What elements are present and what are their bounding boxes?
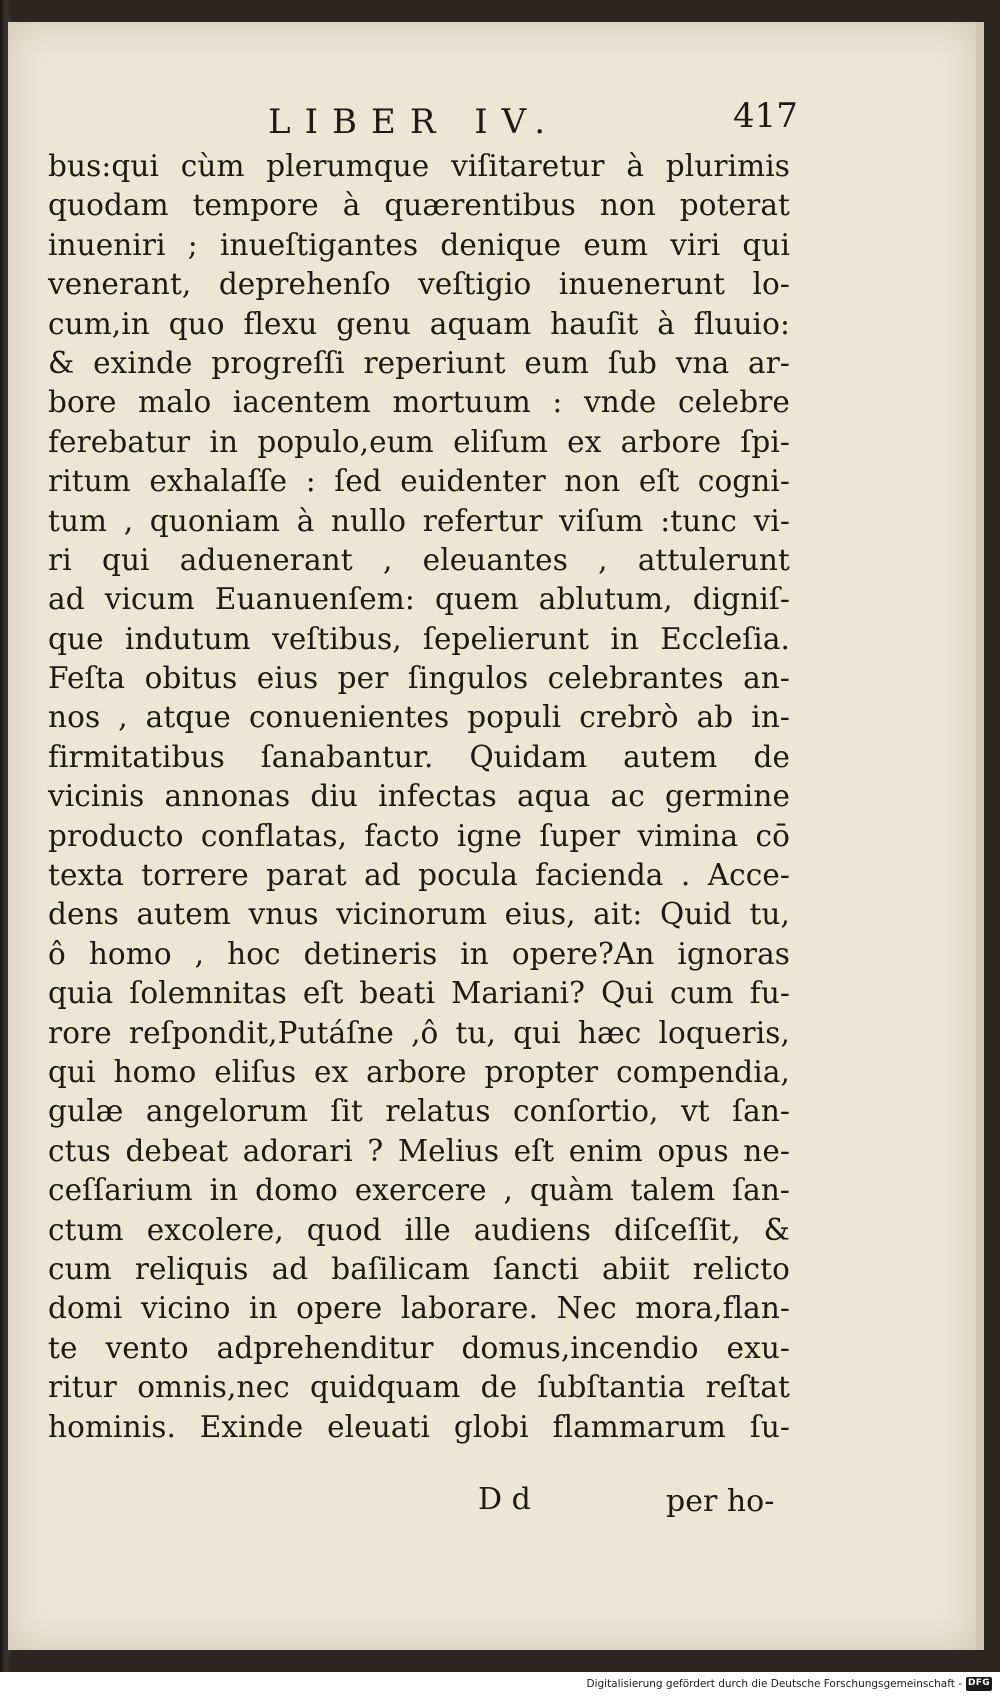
text-line: quodam tempore à quærentibus non poterat [48,188,790,223]
credit-text: Digitalisierung gefördert durch die Deutsche Forschungsgemeinschaft - [586,1678,962,1690]
text-line: ceſſarium in domo exercere , quàm talem ſan- [48,1173,790,1208]
text-line: Feſta obitus eius per ſingulos celebrantes an- [48,661,790,696]
text-line: bore malo iacentem mortuum : vnde celebre [48,385,790,420]
text-line: nos , atque conuenientes populi crebrò ab in- [48,700,790,735]
text-line: ctus debeat adorari ? Melius eſt enim opus ne- [48,1133,790,1168]
text-line: domi vicino in opere laborare. Nec mora,flan- [48,1291,790,1326]
digitization-credit-bar [0,1672,1000,1698]
text-line: venerant, deprehenſo veſtigio inuenerunt lo- [48,267,790,302]
text-line: que indutum veſtibus, ſepelierunt in Eccleſia. [48,621,790,656]
text-line: dens autem vnus vicinorum eius, ait: Quid tu, [48,897,790,932]
text-line: qui homo eliſus ex arbore propter compendia, [48,1054,790,1089]
text-line: inueniri ; inueſtigantes denique eum viri qui [48,227,790,262]
dfg-logo [966,1677,992,1691]
text-line: texta torrere parat ad pocula facienda . Acce- [48,858,790,893]
text-line: tum , quoniam à nullo refertur viſum :tunc vi- [48,503,790,538]
text-line: & exinde progreſſi reperiunt eum ſub vna ar- [48,345,790,380]
text-line: ritum exhalaſſe : ſed euidenter non eſt cogni- [48,464,790,499]
page-edge [976,22,984,1650]
running-head: LIBER IV. [268,102,560,142]
signature-mark: D d [478,1482,531,1517]
book-page [8,22,976,1650]
text-line: firmitatibus ſanabantur. Quidam autem de [48,739,790,774]
text-line: te vento adprehenditur domus,incendio exu- [48,1330,790,1365]
text-line: ctum excolere, quod ille audiens diſceſſit, & [48,1212,790,1247]
page-number: 417 [733,96,798,136]
text-line: quia ſolemnitas eſt beati Mariani? Qui cum fu- [48,976,790,1011]
text-line: ri qui aduenerant , eleuantes , attulerunt [48,542,790,577]
text-line: rore reſpondit,Putáſne ,ô tu, qui hæc loqueris, [48,1015,790,1050]
text-line: cum reliquis ad baſilicam ſancti abiit relicto [48,1251,790,1286]
text-line: producto conflatas, facto igne ſuper vimina cō [48,818,790,853]
text-line: vicinis annonas diu infectas aqua ac germine [48,779,790,814]
text-line: cum,in quo flexu genu aquam hauſit à fluuio: [48,306,790,341]
text-line: hominis. Exinde eleuati globi flammarum ſu- [48,1409,790,1444]
dfg-logo-text: DFG [968,1678,990,1688]
text-line: ritur omnis,nec quidquam de ſubſtantia reſtat [48,1370,790,1405]
text-line: ferebatur in populo,eum eliſum ex arbore ſpi- [48,424,790,459]
catchword: per ho- [666,1484,775,1519]
text-line: gulæ angelorum ſit relatus conſortio, vt ſan- [48,1094,790,1129]
page-footer [8,1482,976,1526]
page-header [8,84,976,144]
text-line: ô homo , hoc detineris in opere?An ignoras [48,936,790,971]
text-line: ad vicum Euanuenſem: quem ablutum, digniſ- [48,582,790,617]
text-line: bus:qui cùm plerumque viſitaretur à plurimis [48,149,790,183]
body-text [48,147,790,1447]
